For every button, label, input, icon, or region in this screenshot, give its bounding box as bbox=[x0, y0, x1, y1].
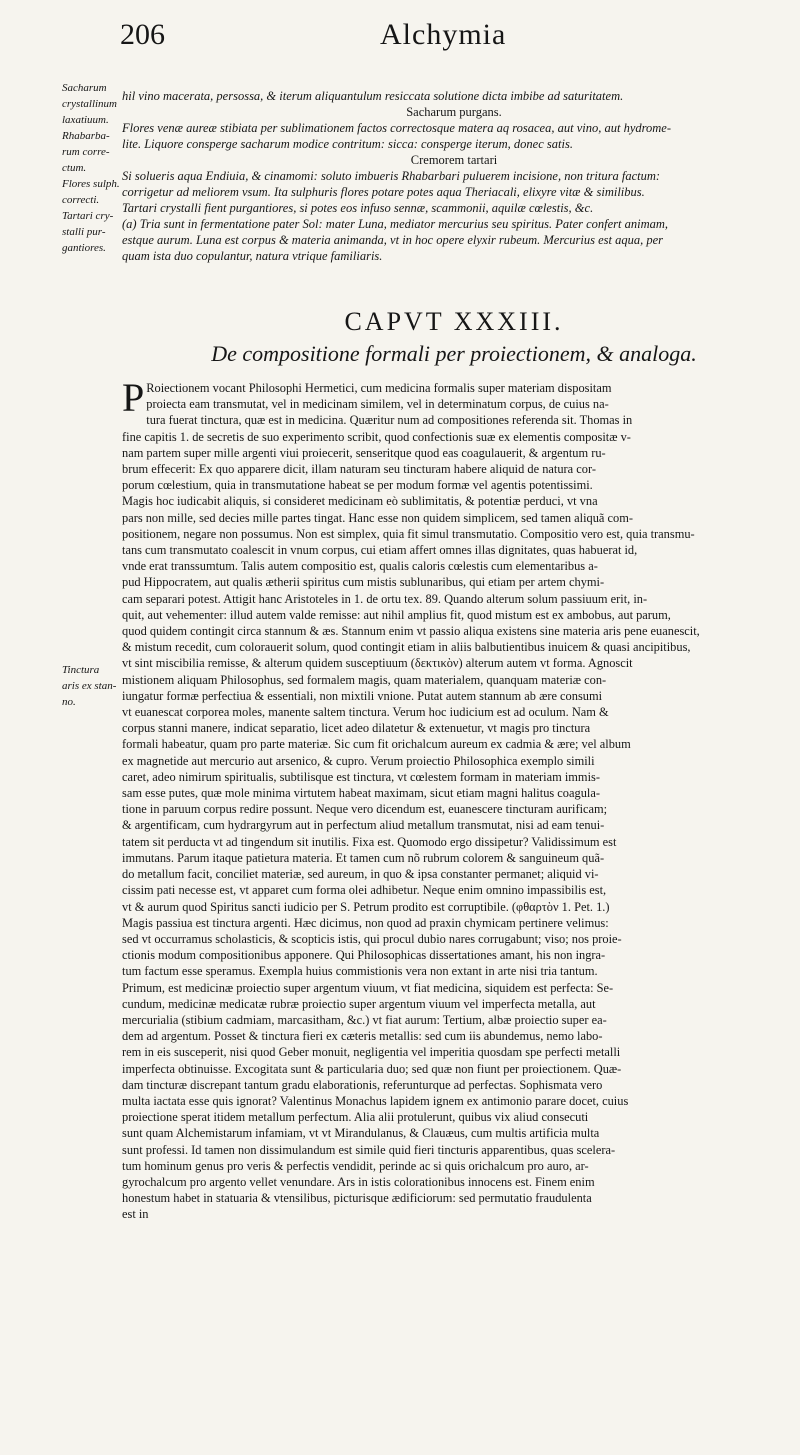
body-line: & argentificam, cum hydrargyrum aut in perfectum aliud metallum transmutat, nisi ad eam tenui- bbox=[122, 818, 605, 833]
body-line: iungatur formæ perfectiua & essentiali, non mixtili vnione. Putat autem stannum ab ære consumi bbox=[122, 688, 603, 703]
recipe-line: Sacharum purgans. bbox=[406, 105, 502, 119]
body-line: Magis hoc iudicabit aliquis, si consideret medicinam eò sublimitatis, & potentiæ perduci, vt vna bbox=[122, 494, 598, 509]
recipe-line: Si solueris aqua Endiuia, & cinamomi: soluto imbueris Rhabarbari puluerem incisione, non tritura factum: bbox=[122, 169, 661, 183]
margin-note-line: laxatiuum. bbox=[62, 114, 109, 126]
body-line: sunt professi. Id tamen non dissimulandum est simile quid fieri tincturis apparentibus, quas scelera- bbox=[122, 1142, 616, 1157]
body-line: multa iactata esse quis ignorat? Valentinus Monachus lapidem ignem ex antimonio parare docet, cuius bbox=[122, 1093, 629, 1108]
chapter-body bbox=[122, 375, 786, 1223]
body-line: mistionem aliquam Philosophus, sed formalem magis, quam materialem, quanquam materiæ con- bbox=[122, 672, 607, 687]
margin-note-line: no. bbox=[62, 696, 76, 708]
body-line: & mistum recedit, cum colorauerit solum, quod contingit etiam in aliis balbutientibus inuicem & quasi ancipitibus, bbox=[122, 640, 691, 655]
body-line: mercurialia (stibium cadmiam, marcasitham, &c.) vt fiat aurum: Tertium, albæ proiectio super ea- bbox=[122, 1012, 607, 1027]
body-line: quod quidem contingit circa stannum & æs. Stannum enim vt passio aliqua existens sine materia aris pene euanescit, bbox=[122, 624, 700, 639]
body-line: gyrochalcum pro argento vellet venundare. Ars in istis colorationibus innocens est. Finem enim bbox=[122, 1174, 595, 1189]
margin-note-line: gantiores. bbox=[62, 242, 106, 254]
recipe-line: Cremorem tartari bbox=[410, 153, 498, 167]
recipe-line: quam ista duo copulantur, natura vtrique familiaris. bbox=[122, 249, 383, 263]
body-line: proiecta eam transmutat, vel in medicinam similem, vel in determinatum corpus, de cuius na- bbox=[146, 397, 609, 412]
body-line: est in bbox=[122, 1207, 149, 1222]
running-title: Alchymia bbox=[380, 18, 507, 51]
body-line: cissim pati necesse est, vt apparet cum forma olei adhibetur. Neque enim omnino impassibilis est, bbox=[122, 883, 607, 898]
body-line: cundum, medicinæ medicatæ rubræ proiectio super argentum viuum vel imperfecta metalla, aut bbox=[122, 996, 596, 1011]
body-line: vt euanescat corporea moles, manente saltem tinctura. Verum hoc iudicium est ad oculum. Nam & bbox=[122, 705, 609, 720]
body-line: tura fuerat tinctura, quæ est in medicina. Quæritur num ad compositiones referenda sit. Thomas in bbox=[146, 413, 633, 428]
drop-cap: P bbox=[122, 375, 145, 420]
margin-note-line: Tartari cry- bbox=[62, 210, 114, 222]
body-line: do metallum facit, conciliet materiæ, sed aureum, in quo & ipsa constanter permanet; aliquid vi- bbox=[122, 867, 599, 882]
page-header bbox=[120, 18, 770, 62]
body-line: honestum habet in statuaria & vtensilibus, picturisque ædificiorum: sed permutatio fraudulenta bbox=[122, 1191, 592, 1206]
body-line: nam partem super mille argenti viui proiecerit, senseritque quod eas coagulauerit, & argentum ru- bbox=[122, 445, 606, 460]
body-line: tatem sit perducta vt ad tingendum sit inutilis. Fixa est. Quomodo ergo dissipetur? Validissimum est bbox=[122, 834, 617, 849]
recipe-block bbox=[122, 88, 786, 264]
body-line: tum factum esse speramus. Exempla huius commistionis vera non extant in arte nisi tria tantum. bbox=[122, 964, 598, 979]
recipe-line: corrigetur ad meliorem vsum. Ita sulphuris flores potare potes aqua Theriacali, elixyre vitæ & similibus. bbox=[122, 185, 645, 199]
margin-note-line: ctum. bbox=[62, 162, 87, 174]
body-line: formali habeatur, quam pro parte materiæ. Sic cum fit orichalcum aureum ex cadmia & ære; vel album bbox=[122, 737, 631, 752]
body-line: vt & aurum quod Spiritus sancti iudicio per S. Petrum prodito est corruptibile. (φθαρτὸν 1. Pet. 1.) bbox=[122, 899, 610, 914]
recipe-line: lite. Liquore consperge sacharum modice contritum: sicca: consperge iterum, donec satis. bbox=[122, 137, 573, 151]
body-line: pud Hippocratem, aut qualis ætherii spiritus cum mistis sublunaribus, qui etiam per artem chymi- bbox=[122, 575, 605, 590]
margin-note-line: correcti. bbox=[62, 194, 100, 206]
margin-note-line: rum corre- bbox=[62, 146, 110, 158]
body-line: brum effecerit: Ex quo apparere dicit, illam naturam seu tincturam habere aliquid de natura cor- bbox=[122, 462, 596, 477]
body-line: tione in paruum corpus redire possunt. Neque vero dicendum est, euanescere tincturam aurificam; bbox=[122, 802, 608, 817]
body-line: tum hominum genus pro veris & perfectis vendidit, perinde ac si quis orichalcum pro auro, ar- bbox=[122, 1158, 589, 1173]
margin-note-line: Flores sulph. bbox=[62, 178, 120, 190]
margin-note-line: aris ex stan- bbox=[62, 680, 117, 692]
body-line: vt sint miscibilia remisse, & alterum quidem susceptiuum (δεκτικὸν) alterum autem vt forma. Agnoscit bbox=[122, 656, 633, 671]
body-line: caret, adeo nimirum spiritualis, subtilisque est tinctura, vt cœlestem formam in materiam immis- bbox=[122, 769, 600, 784]
body-line: Primum, est medicinæ proiectio super argentum viuum, vt fiat medicina, siquidem est perfecta: Se- bbox=[122, 980, 614, 995]
body-line: tans cum transmutato coalescit in vnum corpus, cui etiam affert omnes illas dignitates, quas habuerat id, bbox=[122, 543, 638, 558]
chapter-heading bbox=[122, 306, 786, 370]
chapter-title: CAPVT XXXIII. bbox=[344, 307, 564, 336]
margin-note-line: Sacharum bbox=[62, 82, 107, 94]
body-line: cam separari potest. Attigit hanc Aristoteles in 1. de ortu tex. 89. Quando alterum solum passiuum erit, in- bbox=[122, 591, 648, 606]
body-line: rem in eis susceperit, nisi quod Geber monuit, negligentia vel imperitia quosdam spe perfecti metalli bbox=[122, 1045, 621, 1060]
margin-note-line: stalli pur- bbox=[62, 226, 106, 238]
body-line: positionem, negare non possumus. Non est simplex, quia fit simul transmutatio. Compositio vero est, quia transmu- bbox=[122, 526, 695, 541]
body-line: ex magnetide aut mercurio aut arsenico, & cupro. Verum proiectio Philosophica exemplo simili bbox=[122, 753, 595, 768]
body-line: dem ad argentum. Posset & tinctura fieri ex cæteris metallis: sed cum iis abundemus, nemo labo- bbox=[122, 1029, 603, 1044]
body-line: sam esse putes, quæ mole minima virtutem habeat maximam, sicut etiam magni halitus coagula- bbox=[122, 786, 600, 801]
recipe-line: estque aurum. Luna est corpus & materia animanda, vt in hoc opere elyxir rubeum. Mercurius est aqua, per bbox=[122, 233, 664, 247]
recipe-line: (a) Tria sunt in fermentatione pater Sol: mater Luna, mediator mercurius seu spiritus. Pater confert animam, bbox=[122, 217, 669, 231]
body-line: Magis passiua est tinctura argenti. Hæc dicimus, non quod ad praxin chymicam pertinere velimus: bbox=[122, 915, 609, 930]
body-line: fine capitis 1. de secretis de suo experimento scribit, quod confectionis suæ ex elementis compositæ v- bbox=[122, 429, 631, 444]
margin-note-line: Rhabarba- bbox=[62, 130, 110, 142]
margin-note-line: Tinctura bbox=[62, 664, 100, 676]
recipe-line: hil vino macerata, persossa, & iterum aliquantulum resiccata solutione dicta imbibe ad saturitatem. bbox=[122, 89, 624, 103]
body-line: sunt quam Alchemistarum infamiam, vt vt Mirandulanus, & Clauæus, cum multis artificia multa bbox=[122, 1126, 600, 1141]
recipe-line: Tartari crystalli fient purgantiores, si potes eos infuso sennæ, scammonii, aquilæ cœlestis, &c. bbox=[122, 201, 594, 215]
body-line: vnde erat transsumtum. Talis autem compositio est, qualis caloris cœlestis cum elementaribus a- bbox=[122, 559, 598, 574]
body-line: sed vt occurramus scholasticis, & scopticis istis, qui procul dubio nares corrugabunt; viso; nos proie- bbox=[122, 931, 622, 946]
page-number: 206 bbox=[120, 18, 165, 51]
body-line: Roiectionem vocant Philosophi Hermetici, cum medicina formalis super materiam dispositam bbox=[146, 381, 612, 395]
recipe-line: Flores venæ aureæ stibiata per sublimationem factos correctosque matera aq rosacea, aut vino, aut hydrome- bbox=[122, 121, 671, 135]
body-line: corpus stanni manere, indicat separatio, licet adeo dilatetur & extenuetur, vt magis pro tinctura bbox=[122, 721, 591, 736]
chapter-subtitle: De compositione formali per proiectionem, & analoga. bbox=[211, 341, 697, 366]
body-line: porum cœlestium, quia in transmutatione habeat se per modum formæ vel agentis potentissimi. bbox=[122, 478, 593, 493]
body-line: pars non mille, sed decies mille partes tingat. Hanc esse non quidem simplicem, sed tamen aliquã com- bbox=[122, 510, 633, 525]
margin-note-line: crystallinum bbox=[62, 98, 117, 110]
body-line: dam tincturæ discrepant tantum gradu elaborationis, referunturque ad perfectas. Sophismata vero bbox=[122, 1077, 603, 1092]
body-line: imperfecta obtinuisse. Excogitata sunt & particularia duo; sed quæ non fiunt per proiectionem. Quæ- bbox=[122, 1061, 622, 1076]
body-line: immutans. Parum itaque patietura materia. Et tamen cum nõ rubrum colorem & sanguineum quã- bbox=[122, 850, 605, 865]
body-line: ctionis modum compositionibus apponere. Qui Philosophicas dissertationes amant, his non ingra- bbox=[122, 948, 606, 963]
body-line: quit, aut vehementer: illud autem valde remisse: aut nihil amplius fit, quod mistum est ex ambobus, aut parum, bbox=[122, 607, 671, 622]
body-line: proiectione sperat itidem metallum perfectum. Alia alii protulerunt, quibus vix aliud consecuti bbox=[122, 1110, 589, 1125]
